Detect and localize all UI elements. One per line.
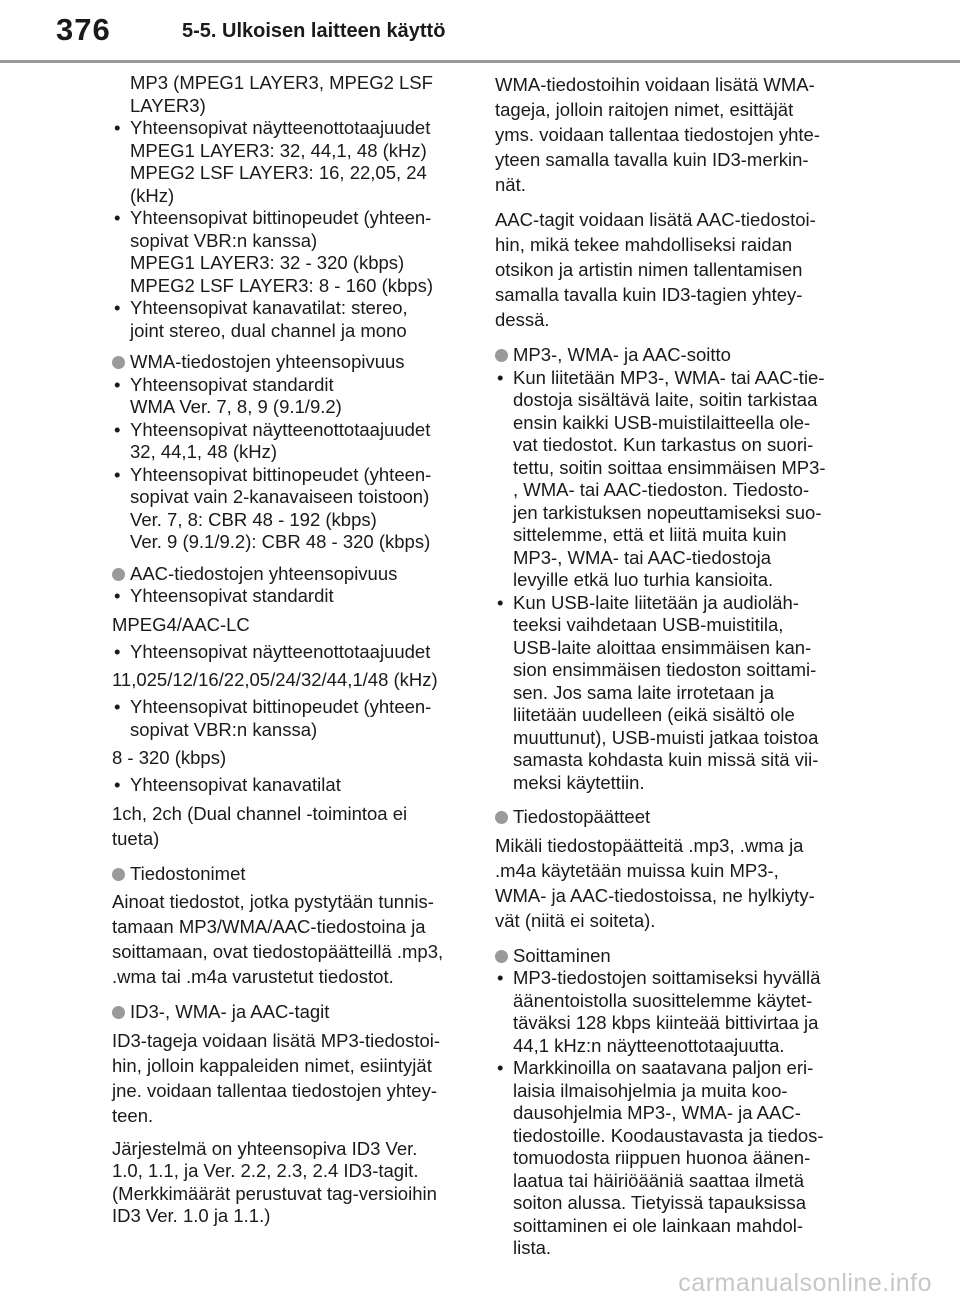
- text-line: , WMA- tai AAC-tiedoston. Tiedosto-: [513, 479, 810, 500]
- id3-versions-text: [112, 1138, 468, 1228]
- text-line: WMA-tiedostoihin voidaan lisätä WMA-: [495, 74, 815, 95]
- text-line: soiton alussa. Tietyissä tapauksissa: [513, 1192, 807, 1213]
- text-line: LAYER3): [130, 94, 206, 116]
- text-line: MP3 (MPEG1 LAYER3, MPEG2 LSF: [130, 72, 433, 93]
- text-line: tageja, jolloin raitojen nimet, esittäjät: [495, 99, 794, 120]
- text-line: sopivat VBR:n kanssa): [130, 718, 318, 740]
- id3-text: [112, 1028, 468, 1128]
- text-line: teen.: [112, 1104, 154, 1126]
- text-line: MPEG2 LSF LAYER3: 16, 22,05, 24: [130, 162, 427, 183]
- right-column: [495, 72, 851, 1260]
- aac-tags-text: [495, 207, 851, 332]
- wma-heading: WMA-tiedostojen yhteensopivuus: [112, 351, 468, 374]
- text-line: meksi käytettiin.: [513, 771, 645, 793]
- text-line: soittaminen ei ole lainkaan mahdol-: [513, 1214, 804, 1236]
- text-line: MPEG1 LAYER3: 32, 44,1, 48 (kHz): [130, 139, 427, 161]
- text-line: • Markkinoilla on saatavana paljon eri-: [513, 1057, 814, 1078]
- text-line: .wma tai .m4a varustetut tiedostot.: [112, 966, 394, 987]
- text-line: tettu, soitin soittaa ensimmäisen MP3-: [513, 456, 826, 478]
- section-title: 5-5. Ulkoisen laitteen käyttö: [182, 20, 446, 42]
- wma-tags-text: [495, 72, 851, 197]
- text-line: ensin kaikki USB-muistilaitteella ole-: [513, 411, 811, 433]
- text-line: Mikäli tiedostopäätteitä .mp3, .wma ja: [495, 834, 804, 856]
- extensions-text: [495, 833, 851, 933]
- text-line: hin, mikä tekee mahdolliseksi raidan: [495, 234, 793, 255]
- text-line: • Yhteensopivat bittinopeudet (yhteen-: [130, 463, 432, 485]
- watermark-url: carmanualsonline.info: [678, 1269, 932, 1297]
- text-line: • MP3-tiedostojen soittamiseksi hyvällä: [513, 967, 821, 988]
- bullet-dot-icon: [112, 356, 125, 369]
- text-line: AAC-tagit voidaan lisätä AAC-tiedostoi-: [495, 209, 816, 230]
- extensions-heading: Tiedostopäätteet: [495, 806, 851, 829]
- text-line: sopivat vain 2-kanavaiseen toistoon): [130, 486, 430, 507]
- aac-sample-rates: • Yhteensopivat näytteenottotaajuudet: [112, 641, 468, 664]
- text-line: • Yhteensopivat kanavatilat: stereo,: [130, 297, 408, 318]
- bullet-dot-icon: [112, 568, 125, 581]
- text-line: • Yhteensopivat standardit: [130, 373, 334, 395]
- text-line: WMA Ver. 7, 8, 9 (9.1/9.2): [130, 396, 342, 417]
- text-line: tiedostoille. Koodaustavasta ja tiedos-: [513, 1124, 824, 1146]
- text-line: • Yhteensopivat bittinopeudet (yhteen-: [130, 696, 432, 717]
- text-line: jen tarkistuksen nopeuttamiseksi suo-: [513, 501, 822, 523]
- text-line: sion ensimmäisen tiedoston soittami-: [513, 659, 817, 680]
- header-rule: [0, 60, 960, 63]
- text-line: tomuodosta riippuen huonoa äänen-: [513, 1147, 811, 1168]
- playback-heading: MP3-, WMA- ja AAC-soitto: [495, 344, 851, 367]
- text-line: joint stereo, dual channel ja mono: [130, 319, 407, 341]
- text-line: MPEG1 LAYER3: 32 - 320 (kbps): [130, 252, 405, 273]
- text-line: sen. Jos sama laite irrotetaan ja: [513, 681, 775, 703]
- text-line: (Merkkimäärät perustuvat tag-versioihin: [112, 1182, 437, 1204]
- mp3-continuation: [112, 72, 468, 117]
- text-line: teeksi vaihdetaan USB-muistitila,: [513, 614, 784, 635]
- text-line: muuttunut), USB-muisti jatkaa toistoa: [513, 726, 819, 748]
- text-line: tueta): [112, 827, 160, 849]
- text-line: • Kun liitetään MP3-, WMA- tai AAC-tie-: [513, 366, 825, 388]
- text-line: MPEG2 LSF LAYER3: 8 - 160 (kbps): [130, 274, 433, 296]
- playing-recommendation: [495, 967, 851, 1057]
- bullet-dot-icon: [112, 1006, 125, 1019]
- text-line: • Yhteensopivat näytteenottotaajuudet: [130, 418, 431, 440]
- text-line: • Yhteensopivat bittinopeudet (yhteen-: [130, 207, 432, 228]
- text-line: MP3-, WMA- tai AAC-tiedostoja: [513, 546, 772, 568]
- text-line: .m4a käytetään muissa kuin MP3-,: [495, 859, 779, 881]
- mp3-sample-rates: [112, 117, 468, 207]
- text-line: sittelemme, että et liitä muita kuin: [513, 524, 787, 545]
- bullet-dot-icon: [495, 950, 508, 963]
- text-line: tamaan MP3/WMA/AAC-tiedostoina ja: [112, 916, 426, 937]
- text-line: äänentoistolla suosittelemme käytet-: [513, 989, 813, 1011]
- aac-standards-value: MPEG4/AAC-LC: [112, 613, 250, 635]
- text-line: Ver. 9 (9.1/9.2): CBR 48 - 320 (kbps): [130, 531, 431, 552]
- mp3-bitrates: [112, 207, 468, 297]
- text-line: • Yhteensopivat näytteenottotaajuudet: [130, 117, 431, 138]
- text-line: 32, 44,1, 48 (kHz): [130, 441, 278, 462]
- text-line: USB-laite aloittaa ensimmäisen kan-: [513, 636, 812, 658]
- text-line: ID3-tageja voidaan lisätä MP3-tiedostoi-: [112, 1029, 441, 1051]
- text-line: otsikon ja artistin nimen tallentamisen: [495, 259, 803, 280]
- text-line: vät (niitä ei soiteta).: [495, 909, 656, 931]
- text-line: Ver. 7, 8: CBR 48 - 192 (kbps): [130, 508, 377, 530]
- left-column: [112, 72, 468, 1228]
- aac-heading: AAC-tiedostojen yhteensopivuus: [112, 563, 468, 586]
- page-number: 376: [56, 12, 111, 47]
- bullet-dot-icon: [495, 811, 508, 824]
- text-line: samasta kohdasta kuin missä sitä vii-: [513, 749, 819, 770]
- wma-bitrates: [112, 464, 468, 554]
- text-line: 44,1 kHz:n näytteenottotaajuutta.: [513, 1034, 785, 1056]
- aac-sample-rates-value: 11,025/12/16/22,05/24/32/44,1/48 (kHz): [112, 669, 438, 690]
- text-line: vat tiedostot. Kun tarkastus on suori-: [513, 434, 814, 455]
- text-line: lista.: [513, 1237, 552, 1258]
- aac-standards: • Yhteensopivat standardit: [112, 585, 468, 608]
- text-line: hin, jolloin kappaleiden nimet, esiintyjät: [112, 1054, 432, 1076]
- text-line: liitetään uudelleen (eikä sisältö ole: [513, 704, 795, 725]
- id3-heading: ID3-, WMA- ja AAC-tagit: [112, 1001, 468, 1024]
- text-line: Ainoat tiedostot, jotka pystytään tunnis-: [112, 891, 434, 912]
- playback-usb-resume: [495, 592, 851, 795]
- text-line: dostoja sisältävä laite, soitin tarkistaa: [513, 389, 818, 410]
- text-line: laatua tai häiriöääniä saattaa ilmetä: [513, 1169, 805, 1191]
- bullet-dot-icon: [495, 349, 508, 362]
- text-line: soittamaan, ovat tiedostopäätteillä .mp3,: [112, 941, 444, 962]
- aac-bitrates: [112, 696, 468, 741]
- page-header: [0, 0, 960, 62]
- playing-heading: Soittaminen: [495, 945, 851, 968]
- wma-sample-rates: [112, 419, 468, 464]
- text-line: nät.: [495, 174, 526, 195]
- playback-check-files: [495, 367, 851, 592]
- text-line: (kHz): [130, 184, 175, 206]
- text-line: 1ch, 2ch (Dual channel -toimintoa ei: [112, 802, 408, 824]
- text-line: dausohjelmia MP3-, WMA- ja AAC-: [513, 1102, 801, 1123]
- text-line: sopivat VBR:n kanssa): [130, 229, 318, 251]
- filenames-heading: Tiedostonimet: [112, 863, 468, 886]
- text-line: täväksi 128 kbps kiinteää bittivirtaa ja: [513, 1012, 819, 1033]
- playing-encoding-note: [495, 1057, 851, 1260]
- aac-channels-value: [112, 801, 468, 851]
- aac-channels: • Yhteensopivat kanavatilat: [112, 774, 468, 797]
- text-line: yms. voidaan tallentaa tiedostojen yhte-: [495, 124, 820, 145]
- text-line: WMA- ja AAC-tiedostoissa, ne hylkiyty-: [495, 884, 815, 906]
- text-line: jne. voidaan tallentaa tiedostojen yhtey-: [112, 1079, 437, 1101]
- text-line: 1.0, 1.1, ja Ver. 2.2, 2.3, 2.4 ID3-tagit.: [112, 1160, 419, 1181]
- aac-bitrates-value: 8 - 320 (kbps): [112, 747, 227, 768]
- mp3-channel-modes: [112, 297, 468, 342]
- text-line: • Kun USB-laite liitetään ja audioläh-: [513, 591, 799, 613]
- text-line: Järjestelmä on yhteensopiva ID3 Ver.: [112, 1137, 418, 1159]
- text-line: yteen samalla tavalla kuin ID3-merkin-: [495, 149, 809, 170]
- text-line: dessä.: [495, 309, 550, 330]
- wma-standards: [112, 374, 468, 419]
- text-line: samalla tavalla kuin ID3-tagien yhtey-: [495, 284, 803, 305]
- text-line: laisia ilmaisohjelmia ja muita koo-: [513, 1079, 788, 1101]
- bullet-dot-icon: [112, 868, 125, 881]
- text-line: levyille etkä luo turhia kansioita.: [513, 569, 774, 590]
- filenames-text: [112, 889, 468, 989]
- text-line: ID3 Ver. 1.0 ja 1.1.): [112, 1205, 271, 1226]
